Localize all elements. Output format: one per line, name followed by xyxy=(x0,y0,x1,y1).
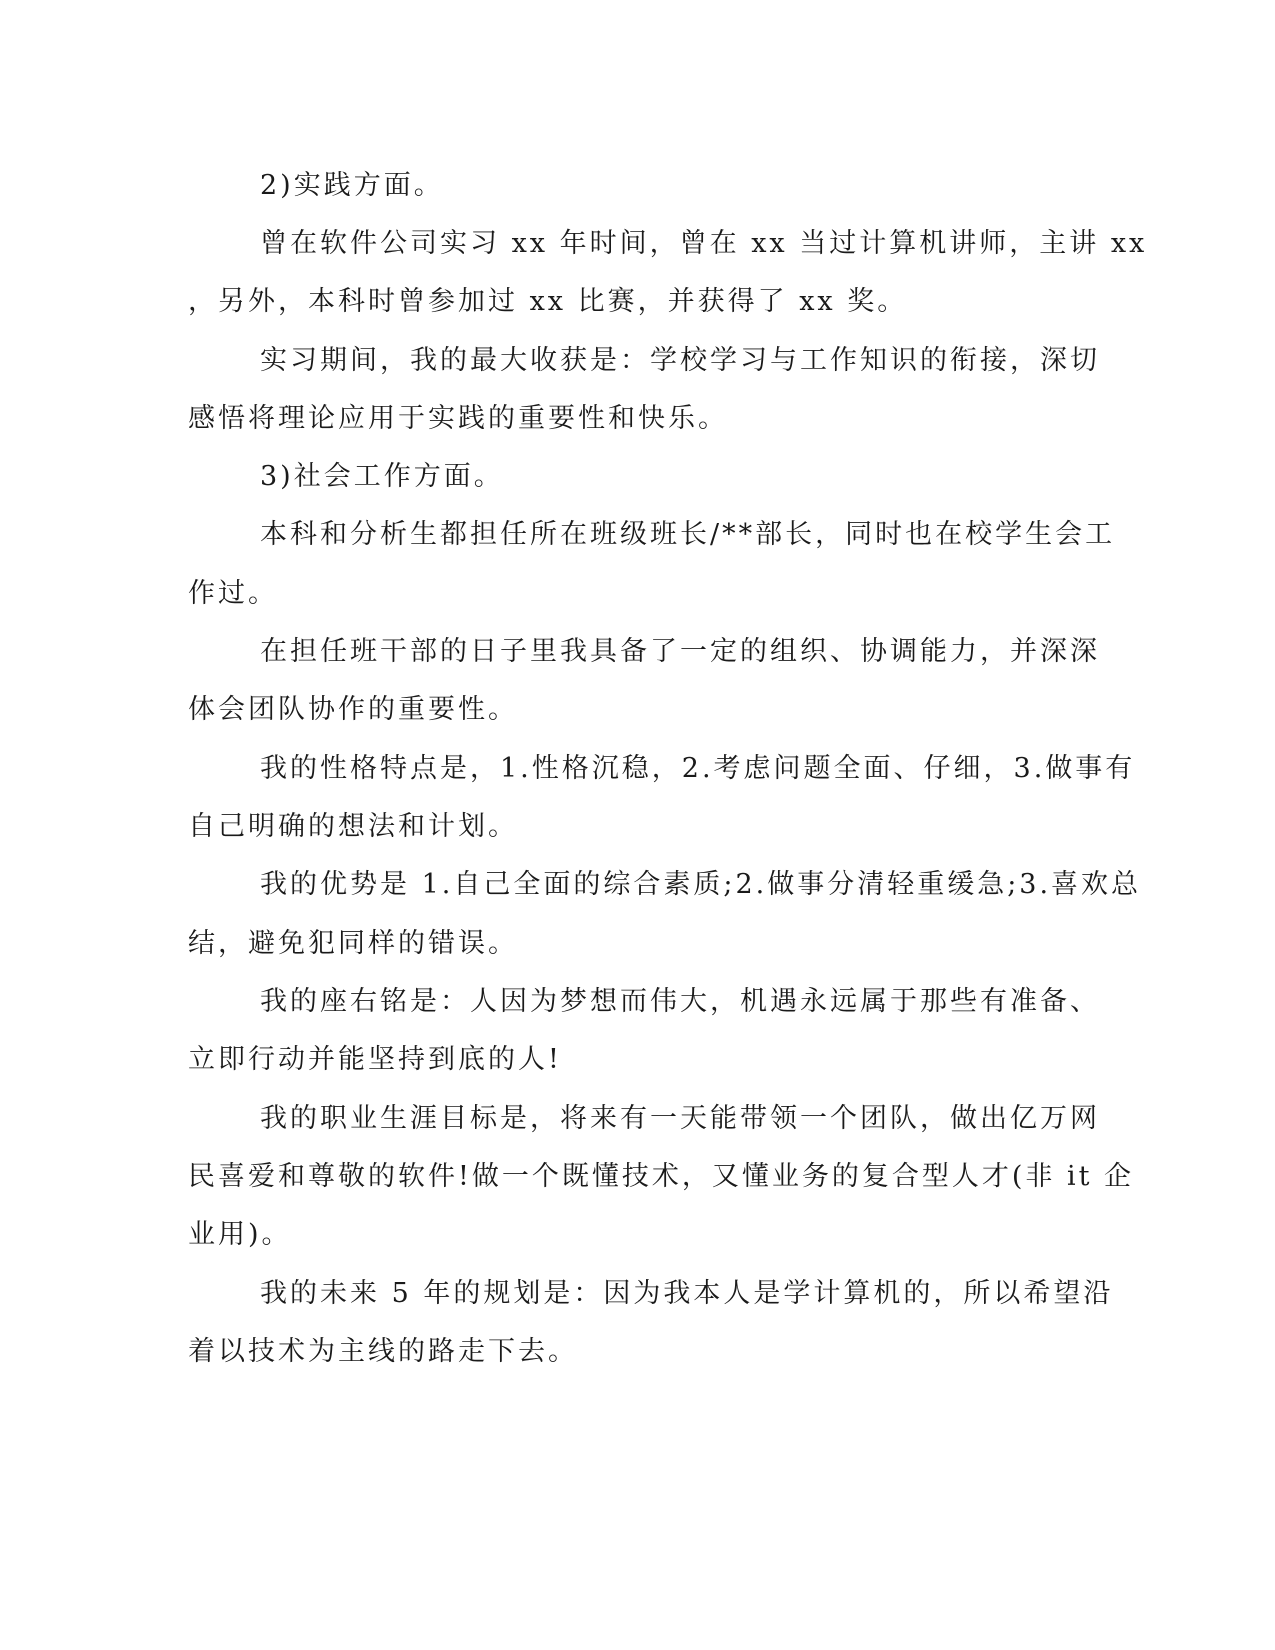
text-line: 立即行动并能坚持到底的人! xyxy=(188,1044,562,1075)
text-line: 业用)。 xyxy=(188,1219,292,1250)
text-line: 着以技术为主线的路走下去。 xyxy=(188,1336,578,1367)
text-line: 自己明确的想法和计划。 xyxy=(188,811,518,842)
text-line: 我的未来 5 年的规划是：因为我本人是学计算机的，所以希望沿 xyxy=(260,1278,1114,1309)
text-line: 我的座右铭是：人因为梦想而伟大，机遇永远属于那些有准备、 xyxy=(260,986,1100,1017)
text-line: 在担任班干部的日子里我具备了一定的组织、协调能力，并深深 xyxy=(260,636,1100,667)
text-line: 我的职业生涯目标是，将来有一天能带领一个团队，做出亿万网 xyxy=(260,1103,1100,1134)
text-line: 我的性格特点是，1.性格沉稳，2.考虑问题全面、仔细，3.做事有 xyxy=(260,753,1136,784)
text-line: 我的优势是 1.自己全面的综合素质;2.做事分清轻重缓急;3.喜欢总 xyxy=(260,869,1142,900)
text-line: 3)社会工作方面。 xyxy=(260,461,504,492)
text-line: 本科和分析生都担任所在班级班长/**部长，同时也在校学生会工 xyxy=(260,519,1116,550)
text-line: 作过。 xyxy=(188,578,278,609)
text-line: 结，避免犯同样的错误。 xyxy=(188,928,518,959)
text-line: 2)实践方面。 xyxy=(260,170,444,201)
text-line: ，另外，本科时曾参加过 xx 比赛，并获得了 xx 奖。 xyxy=(188,286,908,317)
text-line: 体会团队协作的重要性。 xyxy=(188,694,518,725)
text-line: 实习期间，我的最大收获是：学校学习与工作知识的衔接，深切 xyxy=(260,345,1100,376)
text-line: 曾在软件公司实习 xx 年时间，曾在 xx 当过计算机讲师，主讲 xx xyxy=(260,228,1148,259)
text-line: 民喜爱和尊敬的软件!做一个既懂技术，又懂业务的复合型人才(非 it 企 xyxy=(188,1161,1135,1192)
text-line: 感悟将理论应用于实践的重要性和快乐。 xyxy=(188,403,728,434)
